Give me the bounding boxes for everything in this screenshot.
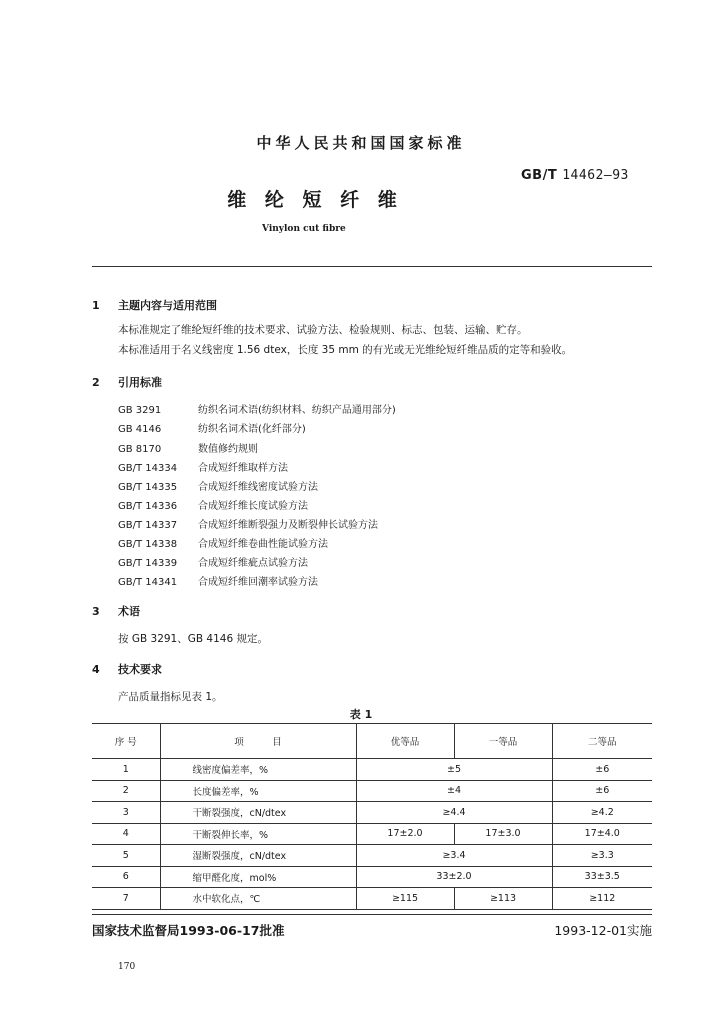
section-number: 2 (92, 376, 100, 389)
requirements-intro: 产品质量指标见表 1。 (118, 691, 223, 703)
section-number: 1 (92, 299, 100, 312)
row-value-superior-first: ≥4.4 (356, 802, 552, 824)
section-2-heading (92, 374, 162, 390)
table-row (92, 802, 652, 824)
row-item: 干断裂强度，cN/dtex (160, 802, 356, 824)
row-value-second: 17±4.0 (552, 823, 652, 845)
header-grade-first: 一等品 (454, 724, 552, 759)
reference-code: GB/T 14338 (118, 539, 178, 550)
table-row (92, 866, 652, 888)
row-no: 2 (92, 780, 160, 802)
reference-item (118, 573, 318, 591)
section-number: 3 (92, 605, 100, 618)
row-no: 3 (92, 802, 160, 824)
reference-title: 纺织名词术语(化纤部分) (198, 424, 306, 435)
title-chinese: 维 纶 短 纤 维 (227, 189, 403, 211)
row-no: 6 (92, 866, 160, 888)
row-item: 湿断裂强度，cN/dtex (160, 845, 356, 867)
footer-rule (92, 914, 652, 915)
table-row (92, 823, 652, 845)
reference-code: GB/T 14336 (118, 501, 178, 512)
row-no: 5 (92, 845, 160, 867)
row-value-superior-first: 33±2.0 (356, 866, 552, 888)
reference-item (118, 516, 378, 534)
row-value-superior-first: ±5 (356, 759, 552, 781)
row-item: 干断裂伸长率，% (160, 823, 356, 845)
reference-item (118, 440, 258, 458)
reference-title: 合成短纤维线密度试验方法 (198, 482, 318, 493)
title-english: Vinylon cut fibre (262, 224, 346, 234)
reference-title: 数值修约规则 (198, 444, 258, 455)
table-header-row (92, 724, 652, 759)
row-no: 1 (92, 759, 160, 781)
reference-code: GB 4146 (118, 424, 162, 435)
standard-prefix: GB/T (521, 168, 558, 183)
reference-title: 合成短纤维取样方法 (198, 463, 288, 474)
header-item: 项 目 (160, 724, 356, 759)
table-row (92, 845, 652, 867)
row-value-first: ≥113 (454, 888, 552, 910)
row-value-second: ≥4.2 (552, 802, 652, 824)
reference-title: 纺织名词术语(纺织材料、纺织产品通用部分) (198, 405, 396, 416)
row-value-second: ≥3.3 (552, 845, 652, 867)
section-3-heading (92, 603, 140, 619)
section-title: 技术要求 (118, 663, 162, 676)
terms-paragraph: 按 GB 3291、GB 4146 规定。 (118, 633, 268, 645)
row-value-second: ≥112 (552, 888, 652, 910)
approval-date: 国家技术监督局1993-06-17批准 (92, 923, 285, 938)
row-value-second: ±6 (552, 780, 652, 802)
section-title: 主题内容与适用范围 (118, 299, 217, 312)
table-row (92, 759, 652, 781)
row-value-superior-first: ±4 (356, 780, 552, 802)
standard-code (521, 168, 629, 183)
scope-paragraph-2: 本标准适用于名义线密度 1.56 dtex，长度 35 mm 的有光或无光维纶短纤维品质的定等和验收。 (118, 344, 573, 356)
page-number: 170 (118, 962, 136, 972)
row-no: 4 (92, 823, 160, 845)
reference-code: GB/T 14337 (118, 520, 178, 531)
row-value-second: ±6 (552, 759, 652, 781)
header-grade-second: 二等品 (552, 724, 652, 759)
reference-code: GB 3291 (118, 405, 162, 416)
header-grade-superior: 优等品 (356, 724, 454, 759)
row-item: 水中软化点，℃ (160, 888, 356, 910)
row-no: 7 (92, 888, 160, 910)
section-title: 术语 (118, 605, 140, 618)
row-value-first: 17±3.0 (454, 823, 552, 845)
section-number: 4 (92, 663, 100, 676)
reference-title: 合成短纤维卷曲性能试验方法 (198, 539, 328, 550)
row-value-superior: ≥115 (356, 888, 454, 910)
reference-code: GB 8170 (118, 444, 162, 455)
reference-title: 合成短纤维断裂强力及断裂伸长试验方法 (198, 520, 378, 531)
table-row (92, 780, 652, 802)
reference-code: GB/T 14335 (118, 482, 178, 493)
header-no: 序 号 (92, 724, 160, 759)
row-item: 线密度偏差率，% (160, 759, 356, 781)
reference-item (118, 535, 328, 553)
standard-number: 14462—93 (562, 168, 629, 183)
reference-title: 合成短纤维疵点试验方法 (198, 558, 308, 569)
section-1-heading (92, 297, 217, 313)
reference-title: 合成短纤维回潮率试验方法 (198, 577, 318, 588)
row-item: 长度偏差率，% (160, 780, 356, 802)
reference-item (118, 420, 306, 438)
quality-spec-table (92, 723, 652, 910)
row-value-superior: 17±2.0 (356, 823, 454, 845)
reference-item (118, 554, 308, 572)
reference-item (118, 478, 318, 496)
section-4-heading (92, 661, 162, 677)
reference-item (118, 459, 288, 477)
reference-code: GB/T 14339 (118, 558, 178, 569)
table-caption: 表 1 (349, 708, 373, 721)
reference-title: 合成短纤维长度试验方法 (198, 501, 308, 512)
table-row (92, 888, 652, 910)
effective-date: 1993-12-01实施 (554, 923, 652, 938)
row-value-superior-first: ≥3.4 (356, 845, 552, 867)
reference-code: GB/T 14334 (118, 463, 178, 474)
section-title: 引用标准 (118, 376, 162, 389)
header-rule (92, 266, 652, 267)
row-item: 缩甲醛化度，mol% (160, 866, 356, 888)
row-value-second: 33±3.5 (552, 866, 652, 888)
reference-code: GB/T 14341 (118, 577, 178, 588)
national-standard-heading: 中华人民共和国国家标准 (256, 134, 466, 152)
reference-item (118, 401, 396, 419)
reference-item (118, 497, 308, 515)
scope-paragraph-1: 本标准规定了维纶短纤维的技术要求、试验方法、检验规则、标志、包装、运输、贮存。 (118, 324, 528, 336)
